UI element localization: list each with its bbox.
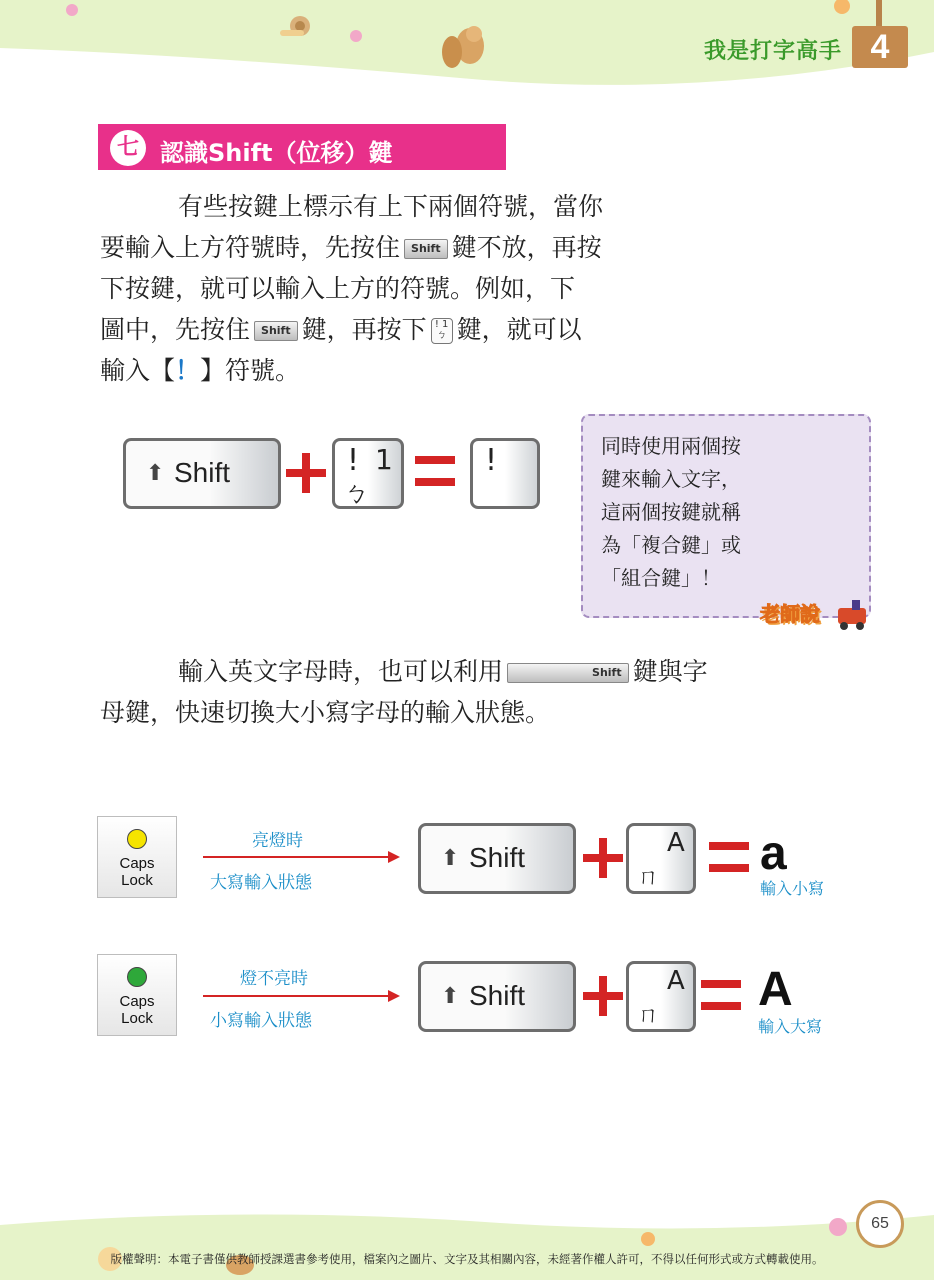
note-line: 鍵來輸入文字， xyxy=(601,467,741,491)
page-number: 65 xyxy=(856,1200,904,1248)
flower-icon xyxy=(641,1232,655,1246)
key-a xyxy=(626,823,696,894)
key-label: A xyxy=(667,828,685,858)
key-label: Shift xyxy=(174,457,231,488)
arrow xyxy=(203,995,389,997)
text-line: 鍵，就可以 xyxy=(456,315,582,344)
key-label: ㄇ xyxy=(637,865,660,890)
paragraph-line xyxy=(100,350,880,391)
result-key xyxy=(470,438,540,509)
caps-label: Lock xyxy=(121,872,153,889)
footer-background xyxy=(0,1195,934,1280)
shift-key-icon: Shift xyxy=(507,663,629,683)
plus-sign xyxy=(583,976,623,1016)
key-1 xyxy=(332,438,404,509)
chapter-number: 4 xyxy=(852,26,908,68)
key-label: Shift xyxy=(469,980,526,1011)
shift-key-icon: Shift xyxy=(254,321,298,341)
key-label: ㄅ xyxy=(343,479,370,509)
arrow-label-below: 小寫輸入狀態 xyxy=(210,1011,312,1031)
paragraph-line xyxy=(100,651,880,692)
shift-key-icon: Shift xyxy=(404,239,448,259)
text-line: 要輸入上方符號時，先按住 xyxy=(100,233,401,262)
arrow-label-above: 亮燈時 xyxy=(252,831,303,851)
chapter-title: 我是打字高手 xyxy=(703,39,842,64)
equals-sign xyxy=(709,842,749,872)
result-caption: 輸入大寫 xyxy=(758,1017,823,1036)
text-line: 下按鍵，就可以輸入上方的符號。例如，下 xyxy=(100,274,576,303)
result-letter: A xyxy=(758,963,793,1016)
shift-key xyxy=(123,438,281,509)
shift-key xyxy=(418,961,576,1032)
key-label: Shift xyxy=(469,842,526,873)
text-line: 母鍵，快速切換大小寫字母的輸入狀態。 xyxy=(100,698,551,727)
exclamation-symbol: ！ xyxy=(175,356,201,385)
note-line: 同時使用兩個按 xyxy=(601,434,741,458)
arrow xyxy=(203,856,389,858)
equals-sign xyxy=(415,456,455,486)
text-line: 】符號。 xyxy=(200,356,301,385)
text-line: 輸入英文字母時，也可以利用 xyxy=(178,657,504,686)
plus-sign xyxy=(286,453,326,493)
key-label: A xyxy=(667,966,685,996)
flower-icon xyxy=(829,1218,847,1236)
teacher-note xyxy=(581,414,871,618)
text-line: 鍵與字 xyxy=(632,657,708,686)
caps-label: Caps xyxy=(119,855,155,872)
caps-label: Lock xyxy=(121,1010,153,1027)
arrow-label-above: 燈不亮時 xyxy=(240,969,308,989)
text-line: 圖中，先按住 xyxy=(100,315,251,344)
paragraph-line xyxy=(100,186,880,227)
arrow-label-below: 大寫輸入狀態 xyxy=(210,873,312,893)
key-a xyxy=(626,961,696,1032)
section-title: 認識Shift（位移）鍵 xyxy=(160,139,393,167)
result-letter: a xyxy=(760,827,787,880)
note-line: 「組合鍵」！ xyxy=(601,566,721,590)
plus-sign xyxy=(583,838,623,878)
teacher-says-badge: 老師說 xyxy=(760,602,820,626)
note-line: 這兩個按鍵就稱 xyxy=(601,500,741,524)
text-line: 有些按鍵上標示有上下兩個符號，當你 xyxy=(178,192,604,221)
note-line: 為「複合鍵」或 xyxy=(601,533,741,557)
copyright-notice: 版權聲明：本電子書僅供教師授課選書參考使用，檔案內之圖片、文字及其相關內容，未經著作權人許可，不得以任何形式或方式轉載使用。 xyxy=(110,1252,824,1266)
caps-lock-indicator xyxy=(97,816,177,898)
caps-label: Caps xyxy=(119,993,155,1010)
result-caption: 輸入小寫 xyxy=(760,879,825,898)
signpost-pole xyxy=(876,0,882,28)
paragraph-intro xyxy=(100,186,880,391)
up-arrow-icon: ⬆ xyxy=(441,846,460,871)
paragraph-line xyxy=(100,268,880,309)
caps-lock-indicator xyxy=(97,954,177,1036)
text-line: 輸入【 xyxy=(100,356,176,385)
paragraph-caps xyxy=(100,651,880,733)
key-label: ㄇ xyxy=(637,1003,660,1028)
text-line: 鍵，再按下 xyxy=(301,315,427,344)
key-1-icon xyxy=(431,318,453,344)
key-label: ㄅ xyxy=(436,330,447,341)
led-off-icon xyxy=(127,967,147,987)
arrow-head-icon xyxy=(388,851,400,863)
text-line: 鍵不放，再按 xyxy=(451,233,602,262)
led-on-icon xyxy=(127,829,147,849)
equals-sign xyxy=(701,980,741,1010)
key-label: ! xyxy=(485,443,498,478)
up-arrow-icon: ⬆ xyxy=(146,461,165,486)
train-icon xyxy=(834,596,872,632)
up-arrow-icon: ⬆ xyxy=(441,984,460,1009)
arrow-head-icon xyxy=(388,990,400,1002)
flower-icon xyxy=(66,4,78,16)
section-number: 七 xyxy=(110,130,146,166)
key-label: 1 xyxy=(375,443,393,476)
shift-key xyxy=(418,823,576,894)
flower-icon xyxy=(350,30,362,42)
paragraph-line xyxy=(100,227,880,268)
key-label: ! xyxy=(347,443,360,478)
paragraph-line xyxy=(100,309,880,350)
paragraph-line xyxy=(100,692,880,733)
key-label: ! 1 xyxy=(434,319,449,330)
